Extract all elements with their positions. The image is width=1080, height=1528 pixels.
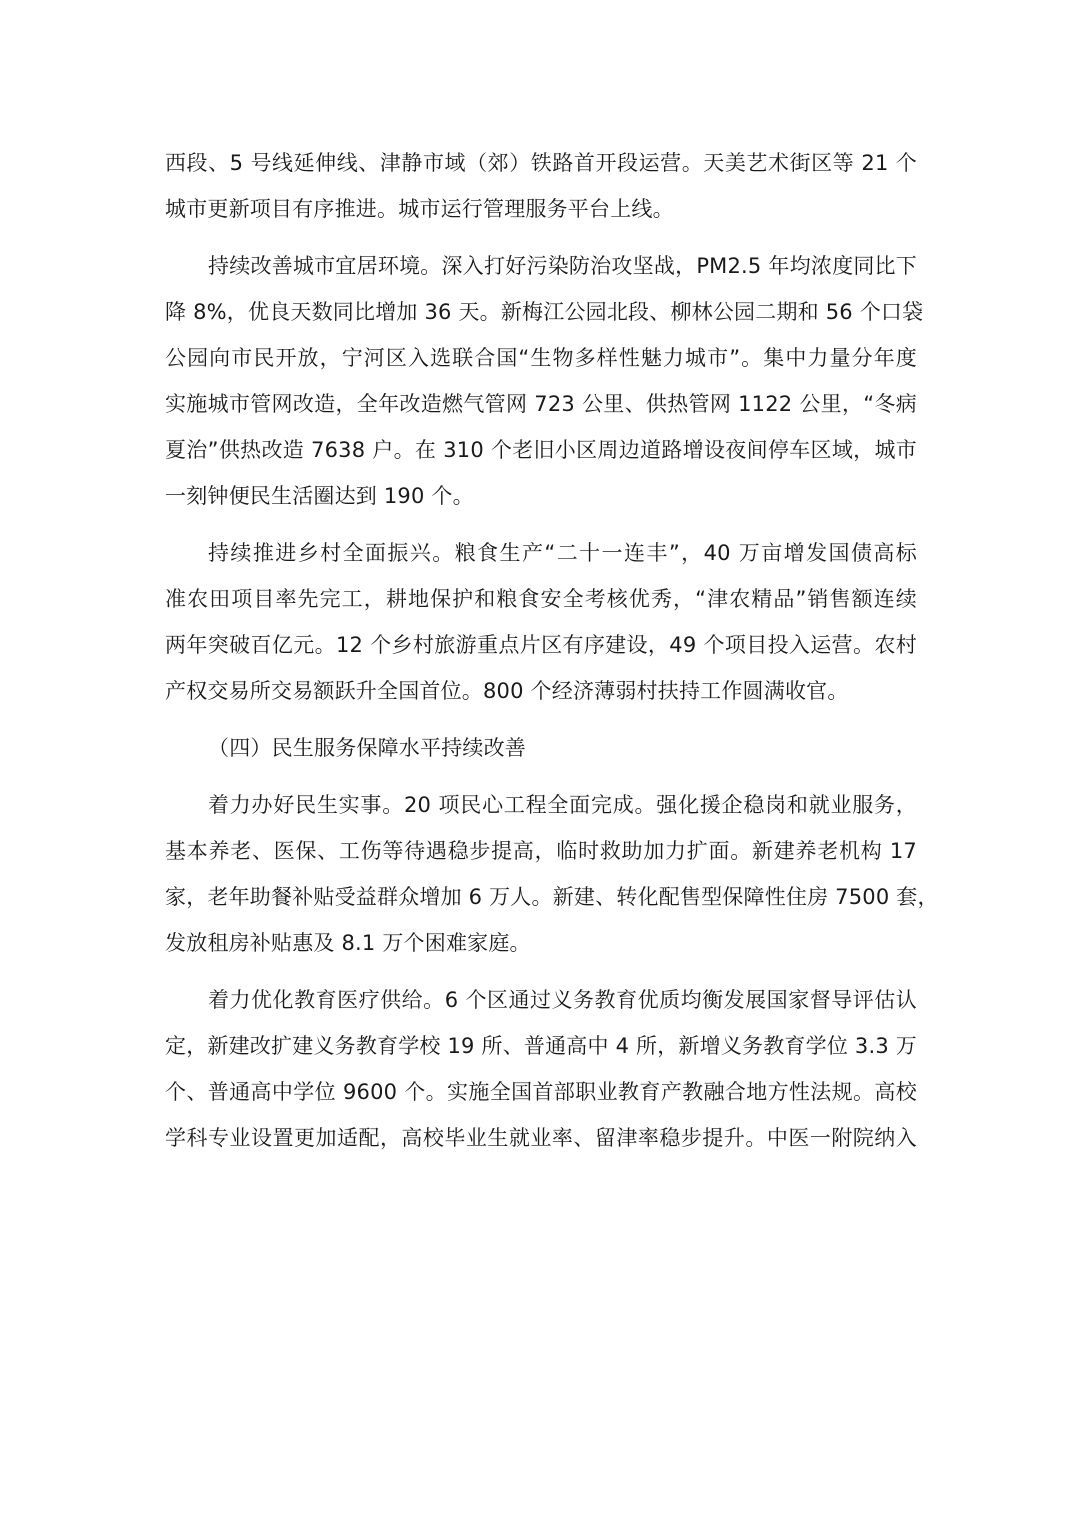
text-line: 发放租房补贴惠及 8.1 万个困难家庭。 (165, 931, 531, 955)
text-line: 基本养老、医保、工伤等待遇稳步提高，临时救助加力扩面。新建养老机构 17 (165, 839, 917, 863)
text-line: 准农田项目率先完工，耕地保护和粮食安全考核优秀，“津农精品”销售额连续 (165, 587, 917, 611)
text-line: 一刻钟便民生活圈达到 190 个。 (165, 484, 474, 508)
document-page (165, 140, 939, 1161)
text-line: 持续改善城市宜居环境。深入打好污染防治攻坚战，PM2.5 年均浓度同比下 (208, 254, 917, 278)
text-line: 学科专业设置更加适配，高校毕业生就业率、留津率稳步提升。中医一附院纳入 (165, 1126, 917, 1150)
text-line: 个、普通高中学位 9600 个。实施全国首部职业教育产教融合地方性法规。高校 (165, 1080, 917, 1104)
section-heading-text: （四）民生服务保障水平持续改善 (208, 736, 526, 760)
text-line: 城市更新项目有序推进。城市运行管理服务平台上线。 (165, 197, 674, 221)
text-line: 夏治”供热改造 7638 户。在 310 个老旧小区周边道路增设夜间停车区域，城市 (165, 438, 917, 462)
text-line: 两年突破百亿元。12 个乡村旅游重点片区有序建设，49 个项目投入运营。农村 (165, 633, 917, 657)
text-line: 家，老年助餐补贴受益群众增加 6 万人。新建、转化配售型保障性住房 7500 套， (165, 885, 939, 909)
paragraph (165, 782, 939, 966)
text-line: 产权交易所交易额跃升全国首位。800 个经济薄弱村扶持工作圆满收官。 (165, 679, 849, 703)
text-line: 公园向市民开放，宁河区入选联合国“生物多样性魅力城市”。集中力量分年度 (165, 346, 917, 370)
paragraph (165, 977, 917, 1161)
text-line: 定，新建改扩建义务教育学校 19 所、普通高中 4 所，新增义务教育学位 3.3 万 (165, 1034, 917, 1058)
paragraph (165, 140, 917, 232)
paragraph (165, 243, 924, 519)
text-line: 持续推进乡村全面振兴。粮食生产“二十一连丰”，40 万亩增发国债高标 (208, 541, 917, 565)
section-heading (165, 725, 917, 771)
paragraph (165, 530, 917, 714)
text-line: 实施城市管网改造，全年改造燃气管网 723 公里、供热管网 1122 公里，“冬病 (165, 392, 917, 416)
text-line: 西段、5 号线延伸线、津静市域（郊）铁路首开段运营。天美艺术街区等 21 个 (165, 151, 917, 175)
text-line: 着力办好民生实事。20 项民心工程全面完成。强化援企稳岗和就业服务， (208, 793, 917, 817)
text-line: 着力优化教育医疗供给。6 个区通过义务教育优质均衡发展国家督导评估认 (208, 988, 917, 1012)
text-line: 降 8%，优良天数同比增加 36 天。新梅江公园北段、柳林公园二期和 56 个口袋 (165, 300, 924, 324)
